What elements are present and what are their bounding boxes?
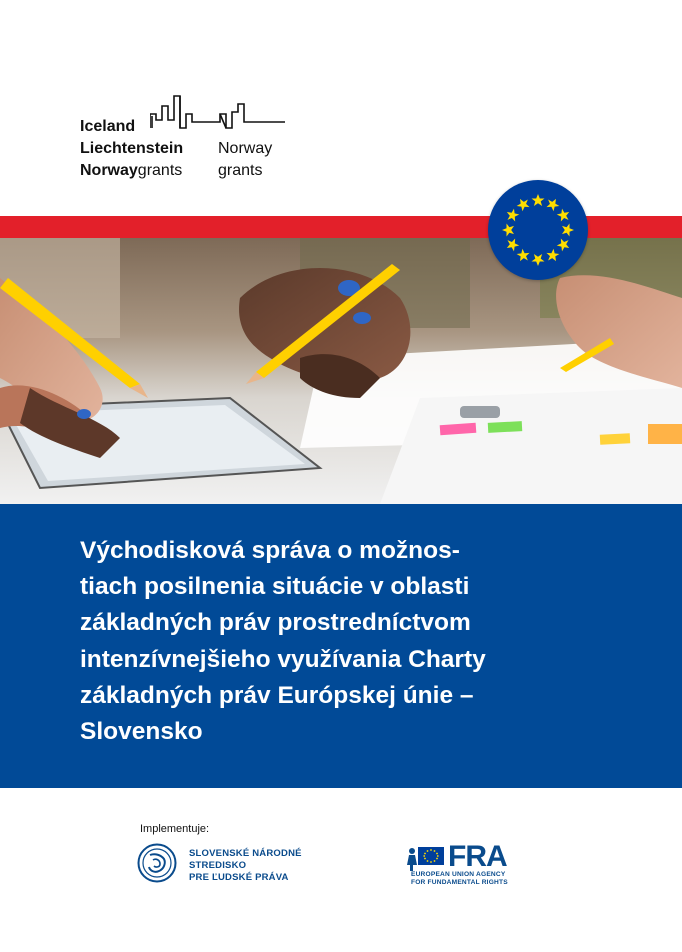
grants-line-iceland [80,116,183,138]
snslp-line: SLOVENSKÉ NÁRODNÉ [189,848,302,859]
snslp-emblem-icon [137,843,177,883]
grants-line-liechtenstein [80,138,183,160]
eu-stars [488,180,588,280]
norway-grants-word-norway: Norway [218,140,273,157]
grants-word-grants: grants [137,162,183,179]
title-line: Východisková správa o možnos- [80,537,460,564]
norway-grants-text [218,138,272,182]
norway-grants-word-grants: grants [218,162,263,179]
fra-full-line: FOR FUNDAMENTAL RIGHTS [411,879,508,886]
title-line: základných práv prostredníctvom [80,609,471,637]
eu-flag-icon [488,180,588,280]
grants-line-norway [80,160,183,182]
grants-left-text [80,116,183,182]
snslp-name [189,848,302,884]
iceland-liechtenstein-norway-grants-logo [80,92,300,182]
fra-abbreviation: FRA [448,840,507,873]
title-line: základných práv Európskej únie – [80,681,474,709]
title-line: Slovensko [80,718,203,746]
title-line: tiach posilnenia situácie v oblasti [80,573,470,601]
fra-full-name [411,871,508,887]
report-title [80,533,596,750]
grants-word-liechtenstein: Liechtenstein [80,140,184,157]
grants-word-norway: Norway [80,162,138,179]
title-line: intenzívnejšieho využívania Charty [80,645,486,673]
snslp-line: STREDISKO [189,860,247,871]
grants-word-iceland: Iceland [80,118,136,135]
implement-label: Implementuje: [140,823,210,835]
fra-full-line: EUROPEAN UNION AGENCY [411,871,506,878]
snslp-line: PRE ĽUDSKÉ PRÁVA [189,872,289,883]
